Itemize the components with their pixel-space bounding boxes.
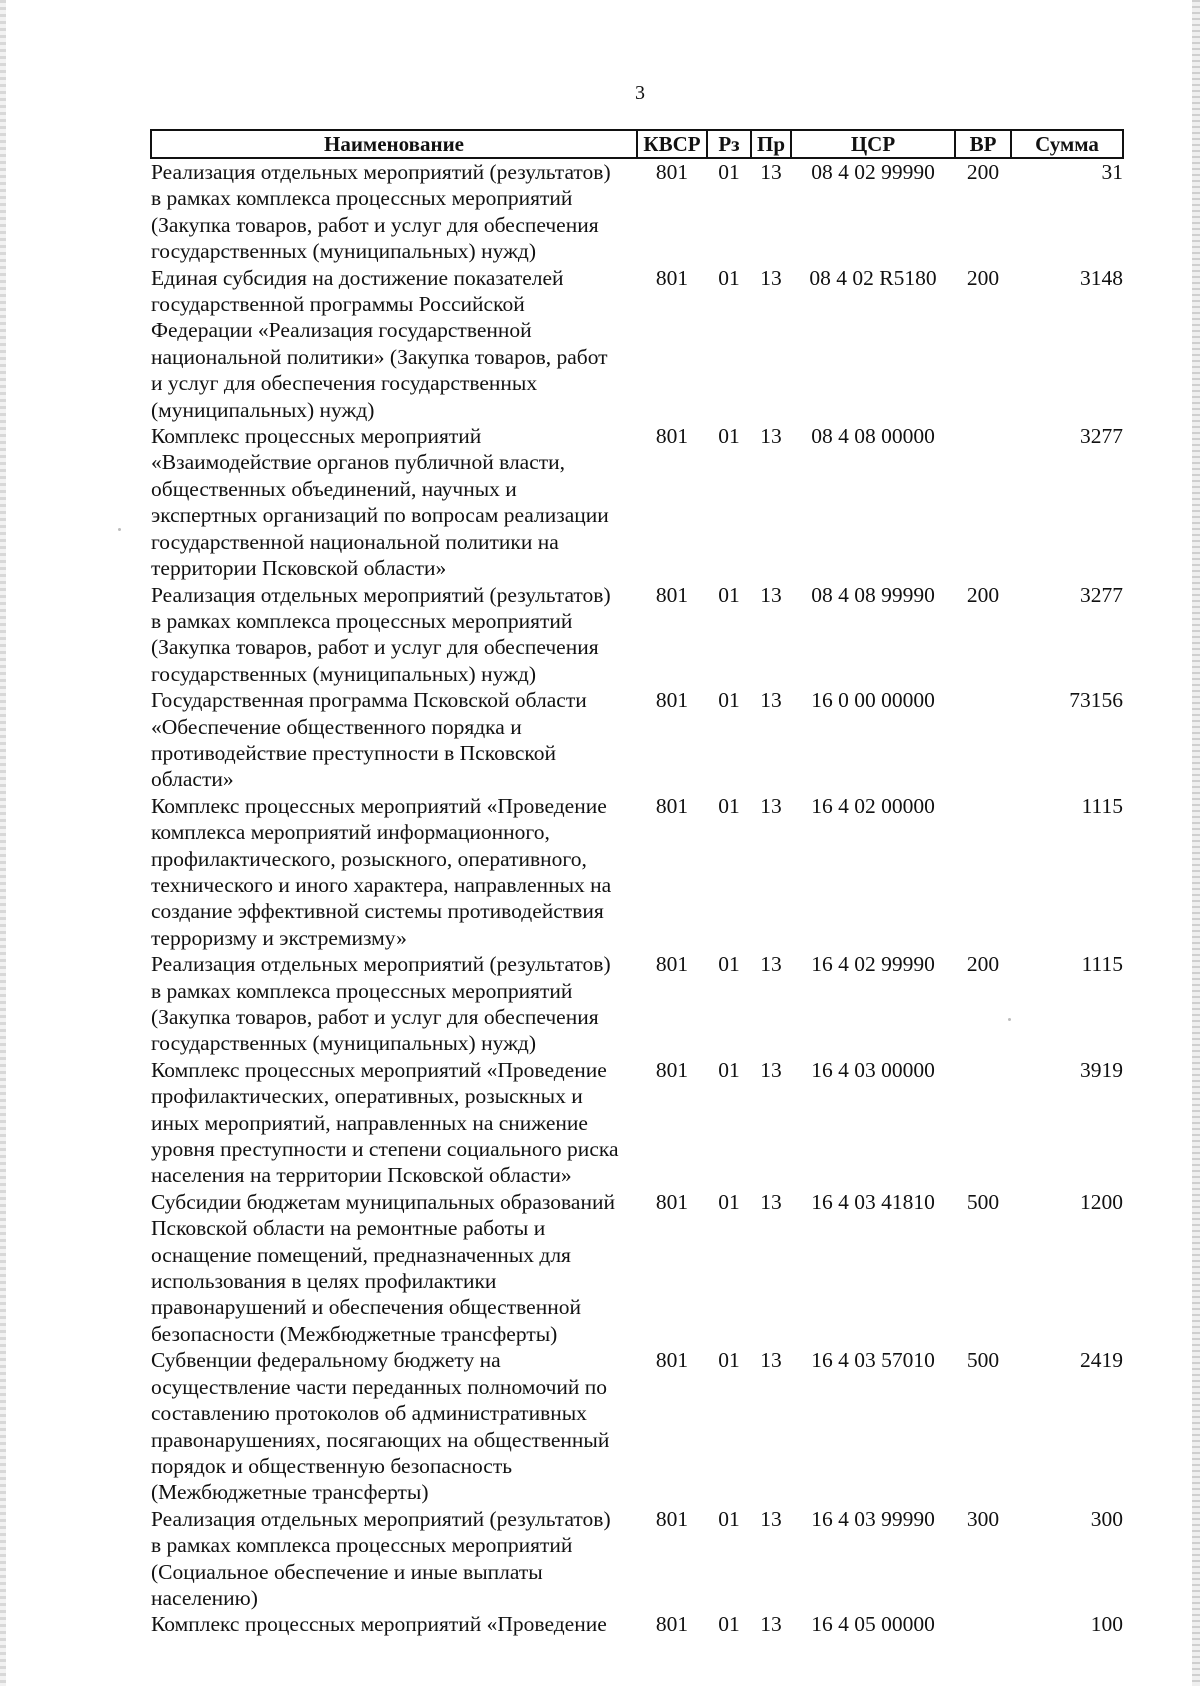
cell-kvsr: 801 [655, 688, 689, 713]
table-header [151, 130, 1123, 158]
cell-kvsr: 801 [655, 160, 689, 184]
name-line: населению) [151, 1585, 258, 1610]
name-line: «Обеспечение общественного порядка и [151, 714, 522, 739]
name-line: иных мероприятий, направленных на снижение [151, 1110, 588, 1135]
cell-rz: 01 [718, 1189, 740, 1214]
name-line: Комплекс процессных мероприятий «Проведение [151, 793, 607, 818]
cell-name [151, 1611, 637, 1637]
cell-pr: 13 [760, 1506, 782, 1531]
cell-vr: 200 [966, 265, 1000, 290]
name-line: Комплекс процессных мероприятий «Проведение [151, 1057, 607, 1082]
header-pr: Пр [751, 130, 791, 158]
header-sum: Сумма [1011, 130, 1123, 158]
cell-csr: 08 4 02 99990 [811, 160, 935, 184]
table-row [151, 793, 1123, 951]
name-line: Комплекс процессных мероприятий «Проведение [151, 1612, 607, 1637]
name-line: области» [151, 767, 234, 792]
header-name: Наименование [151, 130, 637, 158]
name-line: (Закупка товаров, работ и услуг для обеспечения [151, 212, 599, 237]
cell-kvsr: 801 [655, 1348, 689, 1373]
table-row [151, 1347, 1123, 1505]
table-row [151, 951, 1123, 1057]
cell-rz: 01 [718, 265, 740, 290]
name-line: в рамках комплекса процессных мероприятий [151, 978, 573, 1003]
cell-vr [955, 423, 1011, 581]
cell-name [151, 1189, 637, 1347]
name-line: составлению протоколов об административных [151, 1401, 587, 1426]
name-line: (Закупка товаров, работ и услуг для обеспечения [151, 1005, 599, 1029]
name-line: порядок и общественную безопасность [151, 1453, 513, 1478]
name-line: территории Псковской области» [151, 556, 447, 581]
table-row [151, 1057, 1123, 1189]
cell-sum: 300 [1090, 1506, 1123, 1531]
table-row [151, 265, 1123, 423]
cell-vr: 500 [966, 1189, 1000, 1214]
cell-vr: 500 [966, 1348, 1000, 1373]
name-line: терроризму и экстремизму» [151, 925, 407, 950]
header-kvsr: КВСР [637, 130, 707, 158]
cell-name [151, 265, 637, 423]
name-line: безопасности (Межбюджетные трансферты) [151, 1321, 558, 1346]
table-body [151, 158, 1123, 1638]
cell-csr: 16 4 02 00000 [811, 793, 935, 818]
name-line: (Закупка товаров, работ и услуг для обеспечения [151, 635, 599, 660]
cell-sum: 1200 [1080, 1189, 1123, 1214]
cell-rz: 01 [718, 793, 740, 818]
cell-pr: 13 [760, 1057, 782, 1082]
table-row [151, 158, 1123, 265]
cell-kvsr: 801 [655, 793, 689, 818]
cell-sum: 3919 [1080, 1057, 1123, 1082]
header-rz: Рз [707, 130, 751, 158]
page-number: 3 [635, 82, 645, 104]
cell-csr: 16 4 02 99990 [811, 952, 935, 977]
scan-edge-left [0, 0, 6, 1686]
cell-vr [955, 1611, 1011, 1637]
cell-pr: 13 [760, 424, 782, 449]
name-line: экспертных организаций по вопросам реализации [151, 503, 609, 528]
cell-sum: 73156 [1069, 688, 1123, 713]
cell-rz: 01 [718, 1057, 740, 1082]
cell-name [151, 582, 637, 688]
cell-name [151, 158, 637, 265]
table-row [151, 582, 1123, 688]
cell-vr: 300 [966, 1506, 1000, 1531]
cell-csr: 08 4 02 R5180 [809, 265, 937, 290]
cell-sum: 1115 [1081, 793, 1123, 818]
cell-rz: 01 [718, 1506, 740, 1531]
cell-pr: 13 [760, 265, 782, 290]
cell-rz: 01 [718, 582, 740, 607]
cell-sum: 3277 [1080, 582, 1123, 607]
cell-pr: 13 [760, 1189, 782, 1214]
cell-sum: 2419 [1080, 1348, 1123, 1373]
cell-csr: 16 4 05 00000 [811, 1612, 935, 1637]
name-line: Реализация отдельных мероприятий (результатов) [151, 1506, 611, 1531]
cell-kvsr: 801 [655, 1057, 689, 1082]
name-line: государственных (муниципальных) нужд) [151, 1031, 537, 1056]
name-line: в рамках комплекса процессных мероприятий [151, 186, 573, 211]
cell-kvsr: 801 [655, 424, 689, 449]
cell-sum: 3277 [1080, 424, 1123, 449]
cell-sum: 100 [1090, 1612, 1123, 1637]
name-line: Единая субсидия на достижение показателей [151, 265, 564, 290]
name-line: Комплекс процессных мероприятий [151, 424, 482, 449]
cell-rz: 01 [718, 688, 740, 713]
cell-csr: 16 0 00 00000 [811, 688, 935, 713]
cell-kvsr: 801 [655, 1189, 689, 1214]
name-line: населения на территории Псковской области» [151, 1163, 572, 1188]
name-line: государственных (муниципальных) нужд) [151, 239, 537, 264]
name-line: Государственная программа Псковской области [151, 688, 587, 713]
cell-rz: 01 [718, 160, 740, 184]
scan-edge-right [1192, 0, 1200, 1686]
scan-speck [1008, 1018, 1011, 1021]
cell-kvsr: 801 [655, 952, 689, 977]
budget-table [150, 129, 1124, 1638]
table-row [151, 1506, 1123, 1612]
cell-rz: 01 [718, 952, 740, 977]
header-row [151, 130, 1123, 158]
name-line: оснащение помещений, предназначенных для [151, 1242, 571, 1267]
name-line: государственной программы Российской [151, 292, 525, 317]
cell-csr: 16 4 03 57010 [811, 1348, 935, 1373]
name-line: технического и иного характера, направленных на [151, 872, 612, 897]
cell-pr: 13 [760, 793, 782, 818]
cell-pr: 13 [760, 952, 782, 977]
cell-pr: 13 [760, 160, 782, 184]
cell-pr: 13 [760, 1612, 782, 1637]
name-line: национальной политики» (Закупка товаров, работ [151, 344, 608, 369]
cell-kvsr: 801 [655, 1506, 689, 1531]
cell-name [151, 1347, 637, 1505]
name-line: комплекса мероприятий информационного, [151, 820, 550, 845]
name-line: Субсидии бюджетам муниципальных образований [151, 1189, 615, 1214]
name-line: осуществление части переданных полномочий по [151, 1374, 608, 1399]
cell-name [151, 793, 637, 951]
name-line: Субвенции федеральному бюджету на [151, 1348, 501, 1373]
cell-csr: 16 4 03 99990 [811, 1506, 935, 1531]
cell-vr: 200 [966, 160, 1000, 184]
name-line: противодействие преступности в Псковской [151, 740, 556, 765]
table-row [151, 1189, 1123, 1347]
cell-sum: 31 [1101, 160, 1123, 184]
header-vr: ВР [955, 130, 1011, 158]
name-line: Реализация отдельных мероприятий (результатов) [151, 952, 611, 977]
cell-name [151, 423, 637, 581]
cell-pr: 13 [760, 582, 782, 607]
name-line: использования в целях профилактики [151, 1269, 497, 1294]
cell-rz: 01 [718, 424, 740, 449]
cell-name [151, 1506, 637, 1612]
cell-csr: 08 4 08 99990 [811, 582, 935, 607]
name-line: (муниципальных) нужд) [151, 397, 375, 422]
scan-speck [118, 528, 121, 531]
name-line: Федерации «Реализация государственной [151, 318, 532, 343]
cell-sum: 3148 [1080, 265, 1123, 290]
cell-name [151, 687, 637, 793]
name-line: и услуг для обеспечения государственных [151, 371, 538, 396]
cell-sum: 1115 [1081, 952, 1123, 977]
cell-vr: 200 [966, 582, 1000, 607]
header-csr: ЦСР [791, 130, 955, 158]
cell-csr: 16 4 03 00000 [811, 1057, 935, 1082]
name-line: в рамках комплекса процессных мероприятий [151, 1533, 573, 1558]
cell-vr [955, 793, 1011, 951]
name-line: Реализация отдельных мероприятий (результатов) [151, 582, 611, 607]
name-line: в рамках комплекса процессных мероприятий [151, 608, 573, 633]
cell-vr [955, 1057, 1011, 1189]
name-line: правонарушений и обеспечения общественной [151, 1295, 581, 1320]
cell-kvsr: 801 [655, 582, 689, 607]
name-line: (Межбюджетные трансферты) [151, 1480, 429, 1505]
name-line: уровня преступности и степени социального риска [151, 1137, 619, 1162]
name-line: «Взаимодействие органов публичной власти, [151, 450, 566, 475]
cell-vr: 200 [966, 952, 1000, 977]
table-row [151, 1611, 1123, 1637]
table-row [151, 423, 1123, 581]
cell-pr: 13 [760, 1348, 782, 1373]
name-line: правонарушениях, посягающих на общественный [151, 1427, 610, 1452]
cell-name [151, 951, 637, 1057]
name-line: Псковской области на ремонтные работы и [151, 1216, 546, 1241]
cell-pr: 13 [760, 688, 782, 713]
cell-csr: 16 4 03 41810 [811, 1189, 935, 1214]
name-line: создание эффективной системы противодействия [151, 899, 604, 924]
cell-rz: 01 [718, 1348, 740, 1373]
name-line: профилактических, оперативных, розыскных и [151, 1084, 583, 1109]
name-line: Реализация отдельных мероприятий (результатов) [151, 160, 611, 184]
cell-name [151, 1057, 637, 1189]
name-line: государственных (муниципальных) нужд) [151, 661, 537, 686]
name-line: (Социальное обеспечение и иные выплаты [151, 1559, 543, 1584]
name-line: общественных объединений, научных и [151, 476, 517, 501]
cell-csr: 08 4 08 00000 [811, 424, 935, 449]
name-line: государственной национальной политики на [151, 529, 559, 554]
cell-vr [955, 687, 1011, 793]
cell-kvsr: 801 [655, 265, 689, 290]
table-row [151, 687, 1123, 793]
cell-rz: 01 [718, 1612, 740, 1637]
cell-kvsr: 801 [655, 1612, 689, 1637]
name-line: профилактического, розыскного, оперативного, [151, 846, 587, 871]
